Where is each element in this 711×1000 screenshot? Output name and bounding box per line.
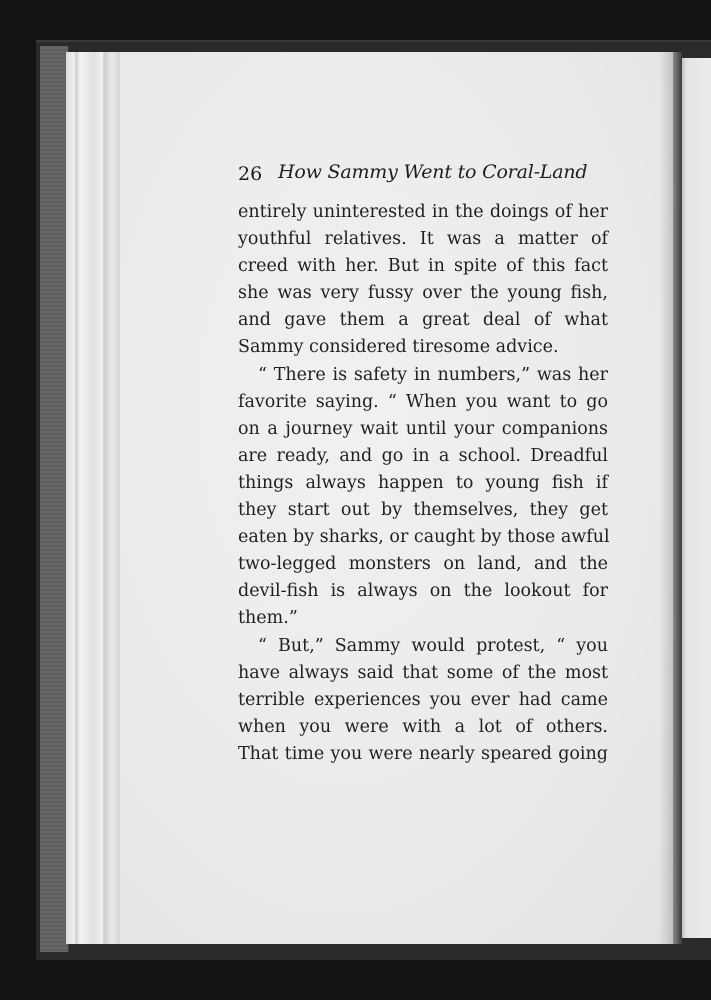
text-line: they start out by themselves, they get <box>238 500 608 521</box>
text-line: she was very fussy over the young fish, <box>238 283 608 304</box>
text-line: are ready, and go in a school. Dreadful <box>238 445 608 466</box>
text-line: favorite saying. “ When you want to go <box>238 391 608 412</box>
cover-edge <box>40 46 69 952</box>
text-line: That time you were nearly speared going <box>238 743 608 764</box>
running-title: How Sammy Went to Coral-Land <box>278 161 588 183</box>
text-line: Sammy considered tiresome advice. <box>238 337 559 358</box>
body-text <box>238 199 608 768</box>
text-line: and gave them a great deal of what <box>238 310 608 331</box>
facing-page-edge <box>681 58 711 938</box>
text-line: things always happen to young fish if <box>238 472 608 493</box>
text-line: creed with her. But in spite of this fact <box>238 256 608 277</box>
spine-gap <box>673 52 682 944</box>
text-line: devil-fish is always on the lookout for <box>238 581 608 602</box>
text-line: “ There is safety in numbers,” was her <box>258 364 608 385</box>
text-line: when you were with a lot of others. <box>238 716 608 737</box>
text-line: them.” <box>238 608 298 629</box>
page-stack <box>66 52 122 944</box>
text-line: terrible experiences you ever had came <box>238 689 608 710</box>
text-line: entirely uninterested in the doings of her <box>238 202 608 222</box>
running-header <box>238 158 608 190</box>
text-line: “ But,” Sammy would protest, “ you <box>258 635 608 656</box>
text-line: have always said that some of the most <box>238 662 608 683</box>
text-line: on a journey wait until your companions <box>238 418 608 439</box>
text-line: youthful relatives. It was a matter of <box>238 229 608 250</box>
page-number: 26 <box>238 163 263 185</box>
text-line: two-legged monsters on land, and the <box>238 554 608 575</box>
text-line: eaten by sharks, or caught by those awful <box>238 527 610 548</box>
